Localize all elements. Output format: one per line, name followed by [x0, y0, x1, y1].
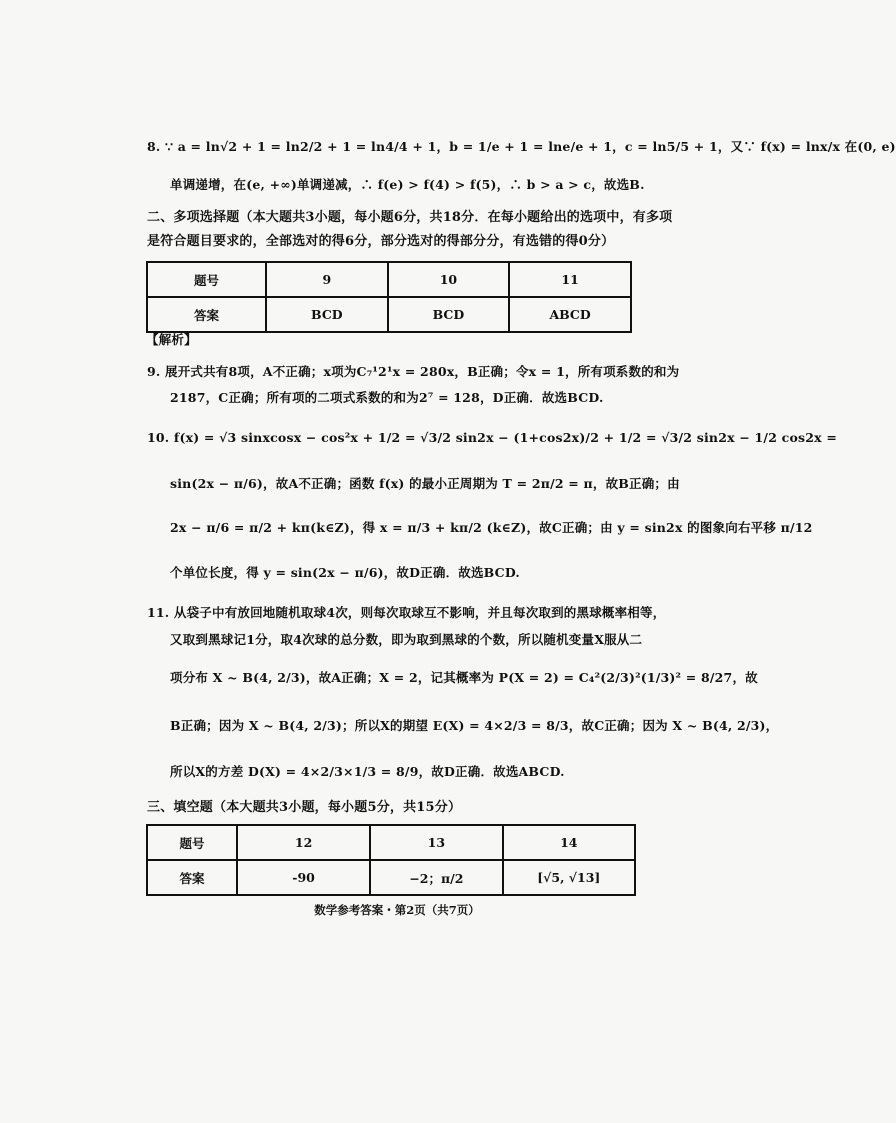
q8-line1: 8. ∵ a = ln√2 + 1 = ln2/2 + 1 = ln4/4 + 1，b = 1/e + 1 = lne/e + 1，c = ln5/5 + 1，又∵ f(x) = lnx/x 在(0, e) [147, 139, 896, 154]
header-label-cell: 题号 [147, 825, 237, 860]
q8-line2: 单调递增，在(e, +∞)单调递减，∴ f(e) > f(4) > f(5)，∴ b > a > c，故选B. [170, 177, 645, 192]
q11-line1: 11. 从袋子中有放回地随机取球4次，则每次取球互不影响，并且每次取到的黑球概率相等， [147, 605, 666, 620]
question-number-cell: 10 [388, 262, 510, 297]
header-label-cell: 题号 [147, 262, 266, 297]
section2-heading: 二、多项选择题（本大题共3小题，每小题6分，共18分．在每小题给出的选项中，有多项 [147, 210, 673, 225]
question-number-cell: 14 [503, 825, 635, 860]
question-number-cell: 9 [266, 262, 388, 297]
analysis-label: 【解析】 [146, 332, 197, 347]
fill-blank-answer-table [146, 824, 636, 896]
answer-cell: BCD [266, 297, 388, 332]
q10-line4: 个单位长度，得 y = sin(2x − π/6)，故D正确．故选BCD. [170, 565, 520, 580]
q9-line2: 2187，C正确；所有项的二项式系数的和为2⁷ = 128，D正确．故选BCD. [170, 390, 604, 405]
table-row [147, 825, 635, 860]
answer-cell: -90 [237, 860, 370, 895]
section3-heading: 三、填空题（本大题共3小题，每小题5分，共15分） [147, 800, 462, 815]
q10-line3: 2x − π/6 = π/2 + kπ(k∈Z)，得 x = π/3 + kπ/2 (k∈Z)，故C正确；由 y = sin2x 的图象向右平移 π/12 [170, 520, 813, 535]
q10-line1: 10. f(x) = √3 sinxcosx − cos²x + 1/2 = √3/2 sin2x − (1+cos2x)/2 + 1/2 = √3/2 sin2x − 1/2 cos2x = [147, 430, 838, 445]
q9-line1: 9. 展开式共有8项，A不正确；x项为C₇¹2¹x = 280x，B正确；令x = 1，所有项系数的和为 [147, 364, 680, 379]
answer-cell: −2；π/2 [370, 860, 502, 895]
q11-line4: B正确；因为 X ~ B(4, 2/3)；所以X的期望 E(X) = 4×2/3 = 8/3，故C正确；因为 X ~ B(4, 2/3)， [170, 718, 779, 733]
multi-choice-answer-table [146, 261, 632, 333]
answer-cell: BCD [388, 297, 510, 332]
q11-line2: 又取到黑球记1分，取4次球的总分数，即为取到黑球的个数，所以随机变量X服从二 [170, 632, 643, 647]
answer-cell: ABCD [509, 297, 631, 332]
q11-line3: 项分布 X ~ B(4, 2/3)，故A正确；X = 2，记其概率为 P(X = 2) = C₄²(2/3)²(1/3)² = 8/27，故 [170, 670, 758, 685]
question-number-cell: 12 [237, 825, 370, 860]
page-footer: 数学参考答案・第2页（共7页） [314, 903, 480, 917]
section2-heading-cont: 是符合题目要求的，全部选对的得6分，部分选对的得部分分，有选错的得0分） [147, 234, 615, 249]
question-number-cell: 11 [509, 262, 631, 297]
answer-cell: [√5, √13] [503, 860, 635, 895]
q10-line2: sin(2x − π/6)，故A不正确；函数 f(x) 的最小正周期为 T = 2π/2 = π，故B正确；由 [170, 476, 680, 491]
table-row [147, 262, 631, 297]
q11-line5: 所以X的方差 D(X) = 4×2/3×1/3 = 8/9，故D正确．故选ABCD. [170, 764, 565, 779]
answer-label-cell: 答案 [147, 860, 237, 895]
answer-label-cell: 答案 [147, 297, 266, 332]
table-row [147, 860, 635, 895]
table-row [147, 297, 631, 332]
question-number-cell: 13 [370, 825, 502, 860]
